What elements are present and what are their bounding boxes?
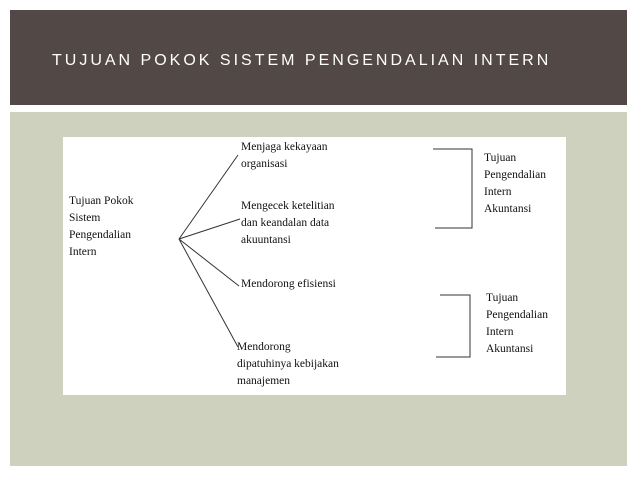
root-node-label: Tujuan Pokok Sistem Pengendalian Intern [69, 195, 134, 258]
connector-line-objective-4 [179, 239, 238, 347]
diagram-panel [63, 137, 566, 395]
bracket-group-1 [433, 149, 472, 228]
connector-line-objective-1 [179, 155, 238, 239]
group-label: Tujuan Pengendalian Intern Akuntansi [484, 152, 546, 215]
connector-line-objective-3 [179, 239, 239, 286]
slide-title: TUJUAN POKOK SISTEM PENGENDALIAN INTERN [52, 52, 552, 69]
objective-label: Mengecek ketelitian dan keandalan data akuuntansi [241, 200, 335, 246]
connector-line-objective-2 [179, 219, 240, 239]
bracket-group-2 [436, 295, 470, 357]
objective-label: Mendorong dipatuhinya kebijakan manajemen [237, 341, 339, 387]
objective-label: Menjaga kekayaan organisasi [241, 141, 328, 170]
objective-label: Mendorong efisiensi [241, 278, 336, 290]
group-label: Tujuan Pengendalian Intern Akuntansi [486, 292, 548, 355]
